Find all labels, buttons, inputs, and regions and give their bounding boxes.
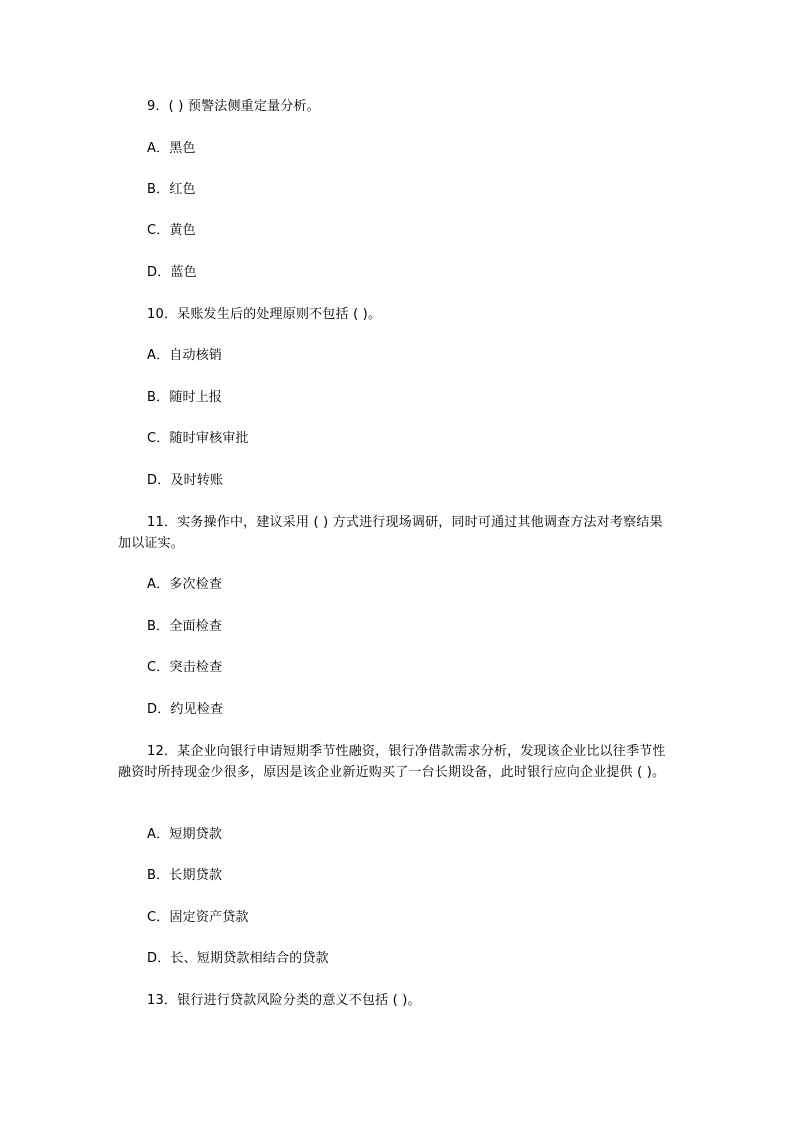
question-11-option-b: B．全面检查 <box>147 619 223 634</box>
question-9-option-a: A．黑色 <box>147 141 196 156</box>
question-10-option-b: B．随时上报 <box>147 390 223 405</box>
question-12-stem: 12．某企业向银行申请短期季节性融资，银行净借款需求分析，发现该企业比以往季节性融资时所持现金少很多，原因是该企业新近购买了一台长期设备，此时银行应向企业提供 ( )。 <box>118 744 666 780</box>
question-12-option-c: C．固定资产贷款 <box>147 910 249 925</box>
question-13-stem: 13．银行进行贷款风险分类的意义不包括 ( )。 <box>147 993 421 1008</box>
question-9-option-b: B．红色 <box>147 182 196 197</box>
question-12-option-a: A．短期贷款 <box>147 827 223 842</box>
question-9-option-d: D．蓝色 <box>147 265 197 280</box>
question-10-option-a: A．自动核销 <box>147 348 223 363</box>
question-9-option-c: C．黄色 <box>147 223 196 238</box>
question-11-option-a: A．多次检查 <box>147 577 223 592</box>
question-11-stem: 11．实务操作中，建议采用 ( ) 方式进行现场调研，同时可通过其他调查方法对考察结果加以证实。 <box>118 515 663 551</box>
question-10-option-c: C．随时审核审批 <box>147 431 249 446</box>
question-12-option-b: B．长期贷款 <box>147 868 223 883</box>
question-11-option-c: C．突击检查 <box>147 660 223 675</box>
question-10-option-d: D．及时转账 <box>147 473 224 488</box>
question-11-option-d: D．约见检查 <box>147 702 224 717</box>
question-12-option-d: D．长、短期贷款相结合的贷款 <box>147 951 329 966</box>
question-10-stem: 10．呆账发生后的处理原则不包括 ( )。 <box>147 307 382 322</box>
question-9-stem: 9．( ) 预警法侧重定量分析。 <box>147 99 320 114</box>
